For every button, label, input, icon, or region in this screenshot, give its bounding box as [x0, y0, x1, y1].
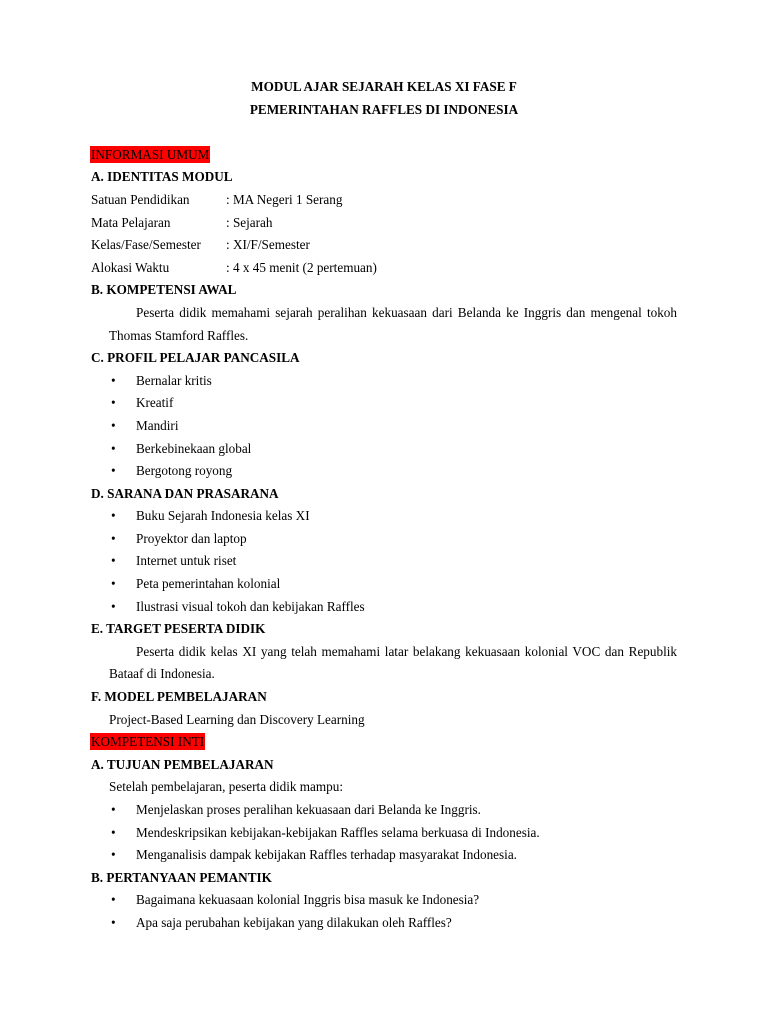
identitas-row — [91, 212, 677, 235]
list-item — [91, 822, 677, 845]
bullet-icon: • — [111, 463, 116, 479]
list-item — [91, 370, 677, 393]
list-item-text: Ilustrasi visual tokoh dan kebijakan Raffles — [136, 598, 365, 614]
profil-list — [91, 370, 677, 483]
list-item-text: Berkebinekaan global — [136, 440, 252, 456]
highlighted-heading: KOMPETENSI INTI — [91, 734, 205, 750]
list-item — [91, 912, 677, 935]
bullet-icon: • — [111, 892, 116, 908]
list-item-text: Menjelaskan proses peralihan kekuasaan dari Belanda ke Inggris. — [136, 802, 481, 817]
heading-model-pembelajaran: F. MODEL PEMBELAJARAN — [91, 689, 267, 705]
bullet-icon: • — [111, 598, 116, 614]
bullet-icon: • — [111, 372, 116, 388]
identitas-value: : 4 x 45 menit (2 pertemuan) — [226, 259, 377, 275]
list-item — [91, 573, 677, 596]
list-item-text: Bernalar kritis — [136, 372, 212, 388]
identitas-row — [91, 189, 677, 212]
list-item-text: Apa saja perubahan kebijakan yang dilakukan oleh Raffles? — [136, 914, 452, 930]
list-item — [91, 392, 677, 415]
identitas-row — [91, 234, 677, 257]
bullet-icon: • — [111, 914, 116, 930]
heading-target-peserta: E. TARGET PESERTA DIDIK — [91, 621, 266, 637]
bullet-icon: • — [111, 417, 116, 433]
identitas-key: Alokasi Waktu — [91, 259, 170, 275]
heading-identitas-modul: A. IDENTITAS MODUL — [91, 169, 233, 185]
bullet-icon: • — [111, 802, 116, 817]
bullet-icon: • — [111, 530, 116, 546]
kompetensi-awal-text: Peserta didik memahami sejarah peralihan kekuasaan dari Belanda ke Inggris dan mengenal tokoh Thomas Stamford Raffles. — [109, 304, 677, 343]
list-item — [91, 844, 677, 867]
pemantik-list — [91, 889, 677, 934]
bullet-icon: • — [111, 395, 116, 411]
section-informasi-umum — [91, 144, 677, 167]
list-item-text: Proyektor dan laptop — [136, 530, 247, 546]
identitas-value: : XI/F/Semester — [226, 237, 310, 253]
spacer — [91, 121, 677, 144]
heading-pertanyaan-pemantik: B. PERTANYAAN PEMANTIK — [91, 869, 272, 885]
list-item-text: Buku Sejarah Indonesia kelas XI — [136, 508, 310, 524]
identitas-row — [91, 257, 677, 280]
list-item — [91, 889, 677, 912]
bullet-icon: • — [111, 824, 116, 840]
heading-sarana-prasarana: D. SARANA DAN PRASARANA — [91, 485, 279, 501]
list-item-text: Bergotong royong — [136, 463, 233, 479]
list-item-text: Mandiri — [136, 417, 179, 433]
bullet-icon: • — [111, 847, 116, 863]
tujuan-list — [91, 799, 677, 867]
bullet-icon: • — [111, 508, 116, 524]
list-item — [91, 550, 677, 573]
identitas-key: Kelas/Fase/Semester — [91, 237, 201, 253]
sarana-list — [91, 505, 677, 618]
list-item-text: Kreatif — [136, 395, 174, 411]
list-item-text: Menganalisis dampak kebijakan Raffles terhadap masyarakat Indonesia. — [136, 847, 517, 863]
heading-kompetensi-awal: B. KOMPETENSI AWAL — [91, 282, 237, 298]
bullet-icon: • — [111, 576, 116, 592]
list-item-text: Bagaimana kekuasaan kolonial Inggris bisa masuk ke Indonesia? — [136, 892, 480, 908]
target-text: Peserta didik kelas XI yang telah memahami latar belakang kekuasaan kolonial VOC dan Republik Bataaf di Indonesia. — [109, 643, 677, 682]
document-title-line-2: PEMERINTAHAN RAFFLES DI INDONESIA — [249, 101, 519, 117]
list-item — [91, 460, 677, 483]
tujuan-intro: Setelah pembelajaran, peserta didik mampu: — [109, 779, 343, 795]
identitas-key: Satuan Pendidikan — [91, 191, 190, 207]
heading-tujuan-pembelajaran: A. TUJUAN PEMBELAJARAN — [91, 756, 274, 772]
bullet-icon: • — [111, 440, 116, 456]
identitas-key: Mata Pelajaran — [91, 214, 171, 230]
bullet-icon: • — [111, 553, 116, 569]
list-item-text: Peta pemerintahan kolonial — [136, 576, 281, 592]
list-item — [91, 415, 677, 438]
highlighted-heading: INFORMASI UMUM — [91, 146, 210, 162]
list-item — [91, 799, 677, 822]
model-text: Project-Based Learning dan Discovery Learning — [109, 711, 365, 727]
identitas-value: : MA Negeri 1 Serang — [226, 191, 343, 207]
heading-profil-pelajar: C. PROFIL PELAJAR PANCASILA — [91, 350, 300, 366]
identitas-value: : Sejarah — [226, 214, 273, 230]
list-item — [91, 438, 677, 461]
document-title-line-1: MODUL AJAR SEJARAH KELAS XI FASE F — [251, 79, 517, 94]
list-item — [91, 596, 677, 619]
list-item — [91, 528, 677, 551]
list-item-text: Mendeskripsikan kebijakan-kebijakan Raffles selama berkuasa di Indonesia. — [136, 824, 540, 840]
list-item — [91, 505, 677, 528]
section-kompetensi-inti — [91, 731, 677, 754]
identitas-table — [91, 189, 677, 279]
list-item-text: Internet untuk riset — [136, 553, 237, 569]
